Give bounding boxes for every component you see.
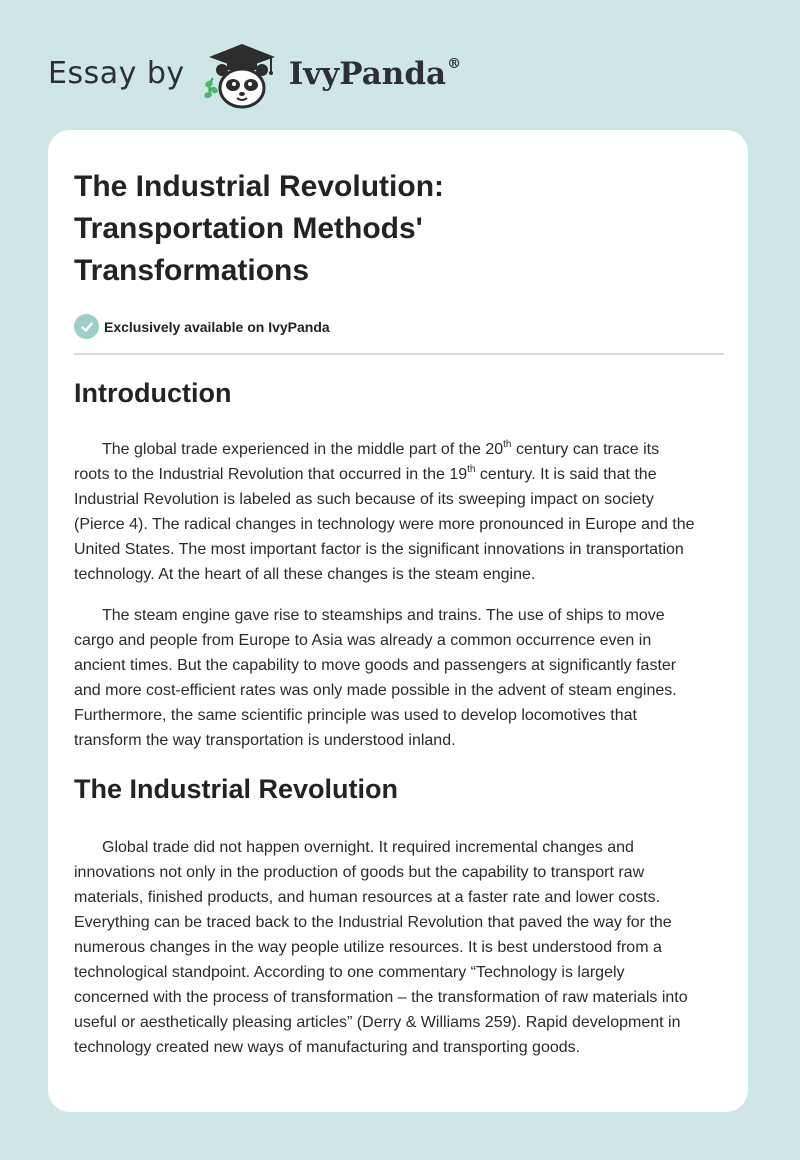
- paragraph-line: technology. At the heart of all these changes is the steam engine.: [74, 566, 536, 583]
- paragraph-line: materials, finished products, and human resources at a faster rate and lower costs.: [74, 889, 661, 906]
- paragraph-line: roots to the Industrial Revolution that occurred in the 19th century. It is said that the: [74, 463, 657, 483]
- paragraph-line: ancient times. But the capability to move goods and passengers at significantly faster: [74, 657, 677, 674]
- title-line: Transportation Methods': [74, 212, 423, 245]
- paragraph-line: technological standpoint. According to one commentary “Technology is largely: [74, 964, 625, 981]
- site-header: [48, 36, 461, 112]
- paragraph-line: numerous changes in the way people utilize resources. It is best understood from a: [74, 939, 662, 956]
- essay-by-label: Essay by: [48, 56, 185, 91]
- checkmark-icon: [74, 314, 99, 339]
- exclusive-label: Exclusively available on IvyPanda: [104, 318, 330, 335]
- paragraph: [74, 603, 724, 753]
- paragraph-line: transform the way transportation is understood inland.: [74, 732, 456, 749]
- paragraph-line: innovations not only in the production of goods but the capability to transport raw: [74, 864, 645, 881]
- paragraph-line: The steam engine gave rise to steamships and trains. The use of ships to move: [102, 607, 665, 624]
- section-heading: Introduction: [74, 378, 232, 408]
- divider: [74, 353, 724, 355]
- section-heading: The Industrial Revolution: [74, 774, 399, 804]
- ivypanda-logo[interactable]: [199, 38, 461, 110]
- paragraph-line: technology created new ways of manufacturing and transporting goods.: [74, 1039, 581, 1056]
- title-line: The Industrial Revolution:: [74, 170, 445, 203]
- title-line: Transformations: [74, 254, 310, 287]
- paragraph: [74, 835, 724, 1060]
- essay-content: [74, 166, 724, 1060]
- paragraph-line: Everything can be traced back to the Industrial Revolution that paved the way for the: [74, 914, 672, 931]
- paragraph-line: useful or aesthetically pleasing articles” (Derry & Williams 259). Rapid development in: [74, 1014, 681, 1031]
- paragraph-line: cargo and people from Europe to Asia was already a common occurrence even in: [74, 632, 652, 649]
- paragraph: [74, 437, 724, 587]
- paragraph-line: concerned with the process of transformation – the transformation of raw materials into: [74, 989, 688, 1006]
- brand-name: IvyPanda®: [288, 55, 462, 92]
- paragraph-line: Industrial Revolution is labeled as such because of its sweeping impact on society: [74, 491, 654, 508]
- essay-title: [74, 166, 724, 292]
- paragraph-line: and more cost-efficient rates was only made possible in the advent of steam engines.: [74, 682, 677, 699]
- exclusive-badge: [74, 314, 724, 339]
- paragraph-line: The global trade experienced in the middle part of the 20th century can trace its: [102, 438, 660, 458]
- paragraph-line: Global trade did not happen overnight. It required incremental changes and: [102, 839, 634, 856]
- paragraph-line: Furthermore, the same scientific principle was used to develop locomotives that: [74, 707, 637, 724]
- paragraph-line: United States. The most important factor is the significant innovations in transportation: [74, 541, 684, 558]
- panda-logo-icon: [199, 38, 285, 110]
- essay-card: [48, 130, 748, 1112]
- paragraph-line: (Pierce 4). The radical changes in technology were more pronounced in Europe and the: [74, 516, 695, 533]
